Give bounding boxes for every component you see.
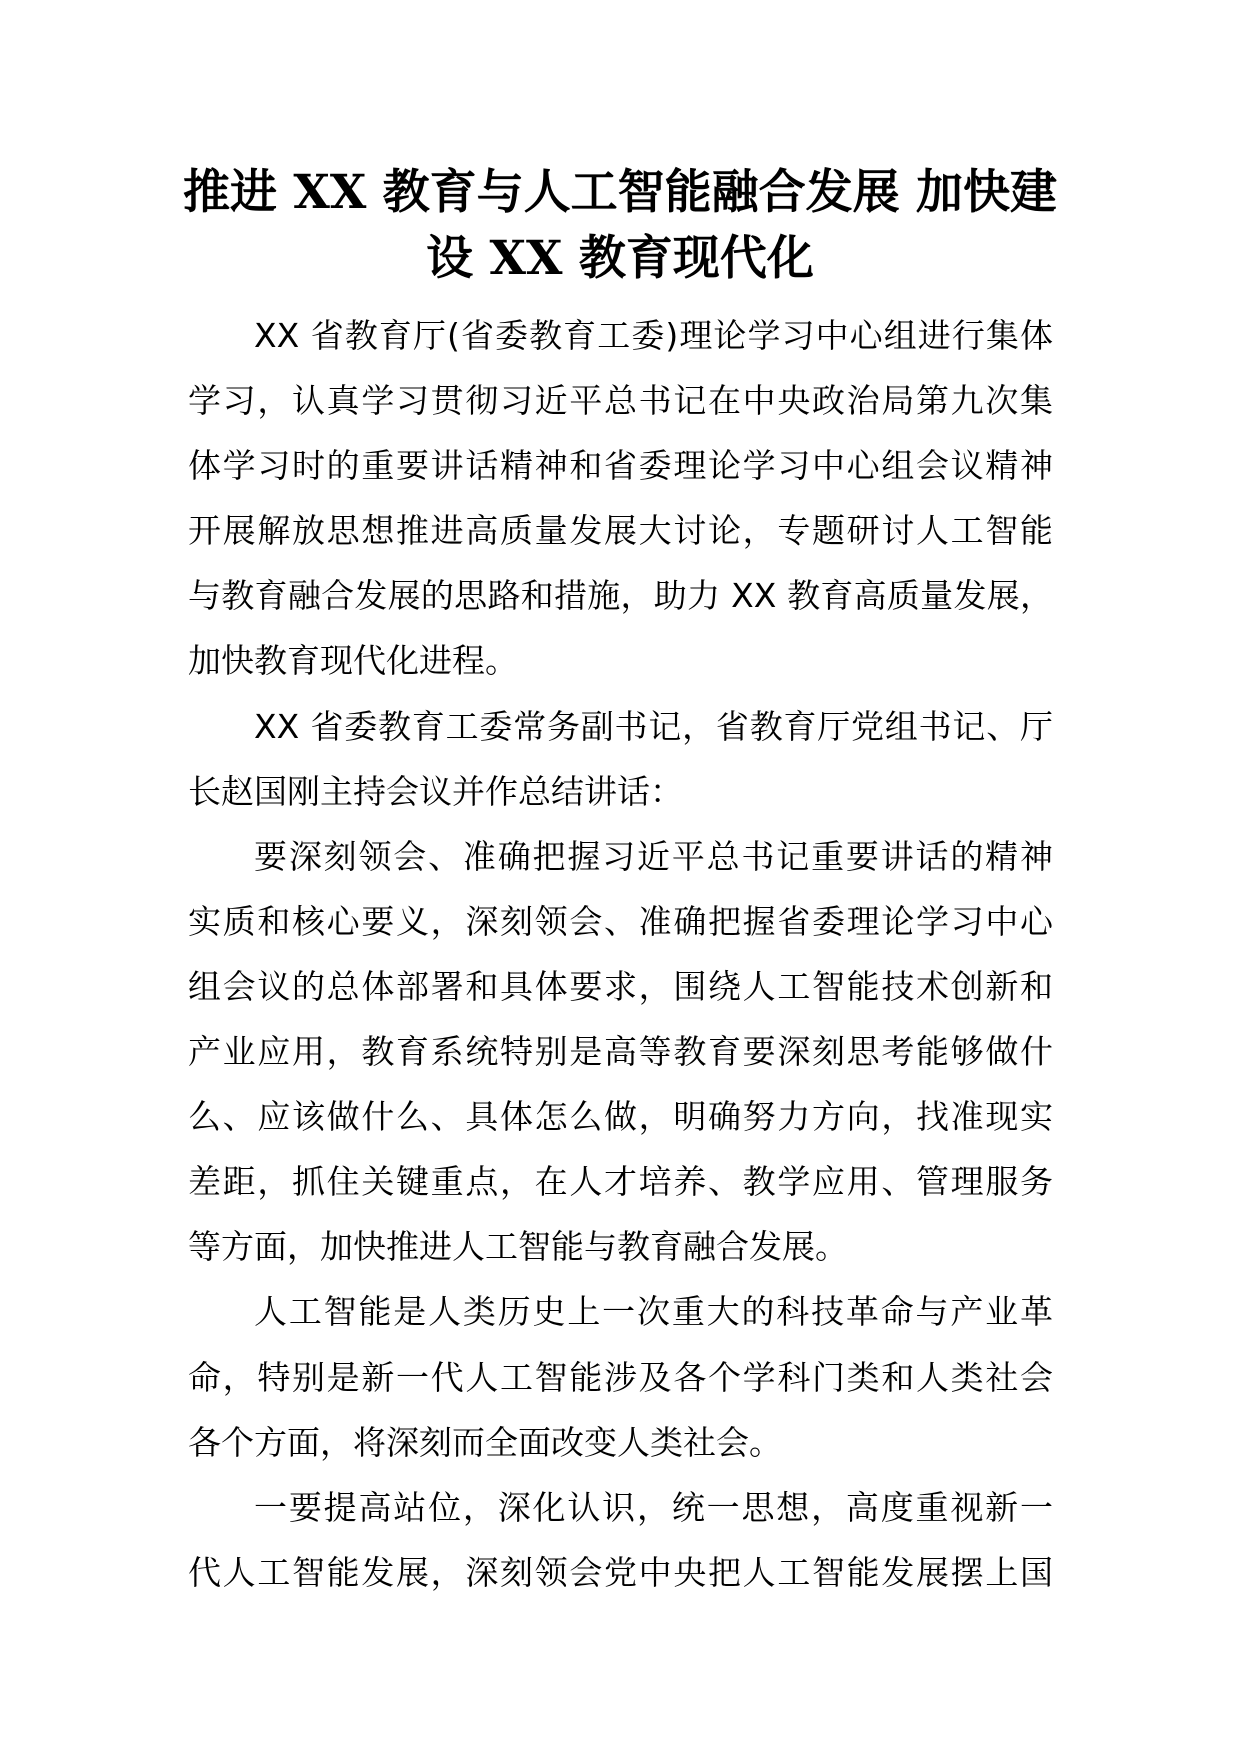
paragraph-line: 么、应该做什么、具体怎么做，明确努力方向，找准现实 [188, 1097, 1053, 1137]
paragraph-line: 体学习时的重要讲话精神和省委理论学习中心组会议精神 [188, 446, 1053, 486]
paragraph-line: 开展解放思想推进高质量发展大讨论，专题研讨人工智能 [188, 511, 1053, 551]
paragraph-line: 组会议的总体部署和具体要求，围绕人工智能技术创新和 [188, 966, 1053, 1006]
paragraph-5 [188, 1475, 1053, 1605]
paragraph-line: 实质和核心要义，深刻领会、准确把握省委理论学习中心 [188, 901, 1053, 941]
paragraph-line: 产业应用，教育系统特别是高等教育要深刻思考能够做什 [188, 1032, 1053, 1072]
document-body [188, 303, 1053, 1605]
paragraph-line: 等方面，加快推进人工智能与教育融合发展。 [188, 1227, 848, 1267]
paragraph-4 [188, 1279, 1053, 1474]
title-line-1: 推进 XX 教育与人工智能融合发展 加快建 [182, 165, 1058, 220]
paragraph-line: 代人工智能发展，深刻领会党中央把人工智能发展摆上国 [188, 1552, 1053, 1592]
paragraph-1 [188, 303, 1053, 694]
title-line-2: 设 XX 教育现代化 [426, 231, 814, 286]
paragraph-line: 差距，抓住关键重点，在人才培养、教学应用、管理服务 [188, 1162, 1053, 1202]
paragraph-line: 要深刻领会、准确把握习近平总书记重要讲话的精神 [254, 836, 1053, 876]
paragraph-line: 加快教育现代化进程。 [188, 641, 518, 681]
paragraph-3 [188, 824, 1053, 1280]
paragraph-line: 学习，认真学习贯彻习近平总书记在中央政治局第九次集 [188, 381, 1053, 421]
paragraph-line: 与教育融合发展的思路和措施，助力 XX 教育高质量发展， [188, 576, 1053, 616]
paragraph-line: 一要提高站位，深化认识，统一思想，高度重视新一 [254, 1487, 1053, 1527]
paragraph-line: XX 省委教育工委常务副书记，省教育厅党组书记、厅 [254, 706, 1053, 746]
paragraph-line: XX 省教育厅(省委教育工委)理论学习中心组进行集体 [254, 316, 1053, 355]
paragraph-2 [188, 694, 1053, 824]
paragraph-line: 长赵国刚主持会议并作总结讲话： [188, 771, 683, 811]
paragraph-line: 命，特别是新一代人工智能涉及各个学科门类和人类社会 [188, 1357, 1053, 1397]
paragraph-line: 各个方面，将深刻而全面改变人类社会。 [188, 1422, 782, 1462]
paragraph-line: 人工智能是人类历史上一次重大的科技革命与产业革 [254, 1292, 1053, 1332]
document-title [180, 160, 1060, 292]
